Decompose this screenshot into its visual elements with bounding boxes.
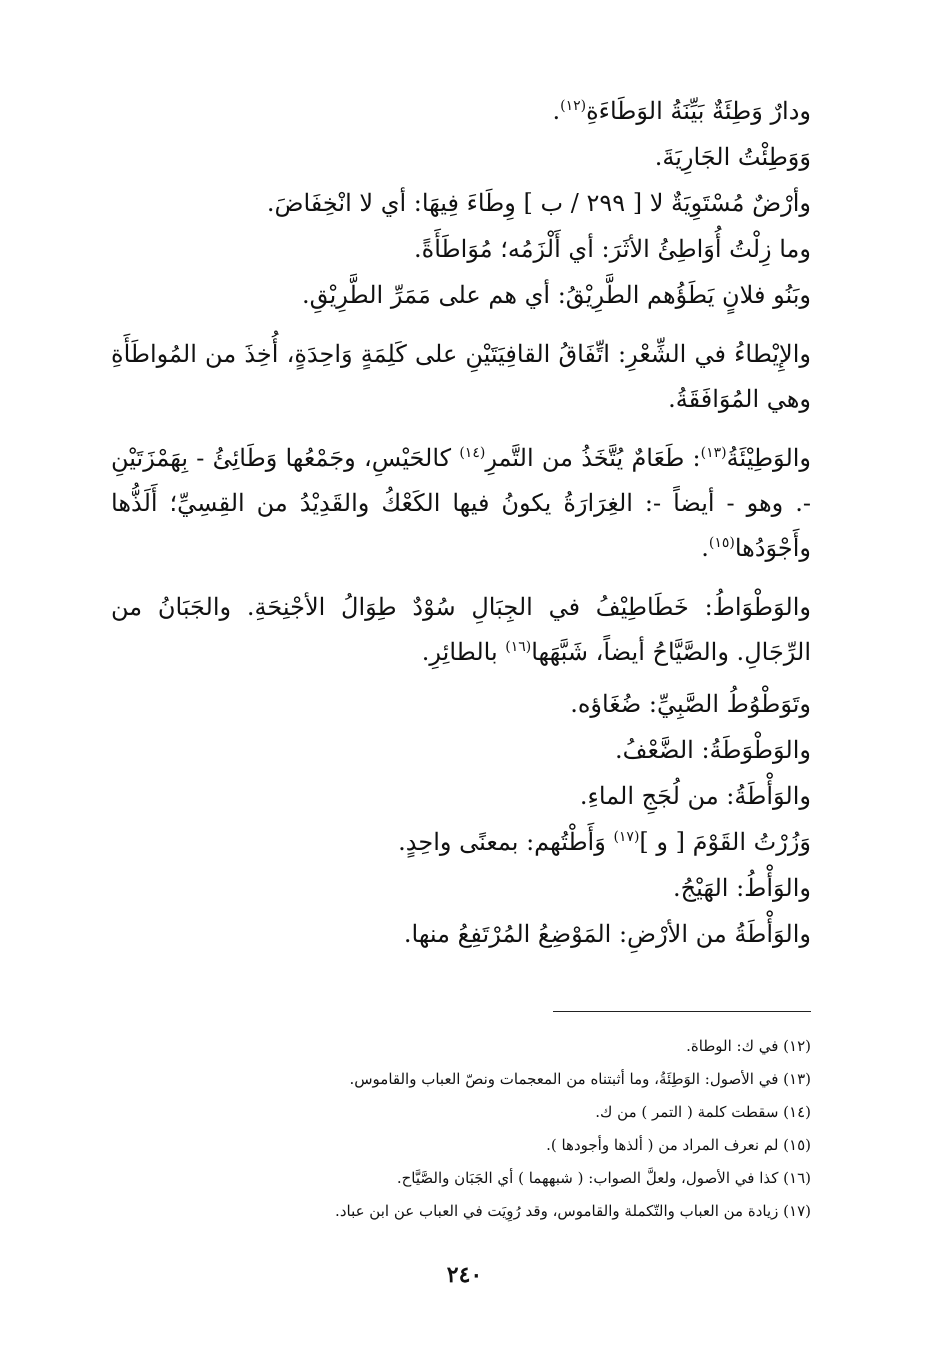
footnote-separator — [553, 1011, 811, 1012]
line-text: وبَنُو فلانٍ يَطَؤُهم الطَّرِيْقُ: أي هم على مَمَرِّ الطَّرِيْقِ. — [301, 281, 811, 309]
main-text — [111, 88, 811, 957]
text-line-11 — [111, 911, 811, 957]
text-line-9 — [111, 819, 811, 865]
line-text: وتَوَطْوُطُ الصَّبِيِّ: ضُغَاؤه. — [570, 690, 811, 718]
paragraph-text: والوَطْوَاطُ: خَطَاطِيْفُ في الجِبَالِ سُوْدٌ طِوَالُ الأجْنِحَةِ. والجَبَانُ من الرِّجَالِ. والصَّيَّاحُ أيضاً، شَبَّهَها — [111, 593, 811, 666]
line-text: والوَطْوَطَةُ: الضَّعْفُ. — [615, 736, 811, 764]
footnote-14: (١٤) سقطت كلمة ( التمر ) من ك. — [595, 1103, 811, 1121]
paragraph-text: بالطائِرِ. — [421, 638, 506, 666]
text-line-10 — [111, 865, 811, 911]
footnote-ref: (١٥) — [708, 535, 735, 551]
paragraph-watiah — [111, 436, 811, 571]
line-text: والوَأْطَةُ: من لُجَجِ الماءِ. — [579, 782, 811, 810]
text-line-3 — [111, 180, 811, 226]
footnote-ref: (١٤) — [459, 445, 486, 461]
text-line-2 — [111, 134, 811, 180]
footnote-ref: (١٢) — [560, 98, 587, 114]
line-text: والوَأْطُ: الهَيْجُ. — [673, 874, 811, 902]
footnote-12: (١٢) في ك: الوطاة. — [686, 1037, 811, 1055]
line-text: وأرْضٌ مُسْتَوِيَةٌ لا [ ٢٩٩ / ب ] وِطَاءَ فِيهَا: أي لا انْخِفَاضَ. — [266, 189, 811, 217]
text-line-8 — [111, 773, 811, 819]
text-line-4 — [111, 226, 811, 272]
footnote-15: (١٥) لم نعرف المراد من ( ألذها وأجودها ). — [546, 1136, 811, 1154]
footnote-ref: (١٦) — [505, 639, 532, 655]
text-line-5 — [111, 272, 811, 318]
page-number: ٢٤٠ — [446, 1262, 483, 1288]
footnote-ref: (١٧) — [613, 829, 640, 845]
paragraph-text: والوَطِيْئَةُ — [726, 444, 812, 472]
footnote-16: (١٦) كذا في الأصول، ولعلَّ الصواب: ( شبههما ) أي الجَبَان والصَّيَّاح. — [396, 1169, 811, 1187]
paragraph-itaa — [111, 332, 811, 422]
paragraph-text: : طَعَامٌ يُتَّخَذُ من التَّمرِ — [485, 444, 701, 472]
line-text: وما زِلْتُ أُوَاطِئُ الأثَرَ: أي أَلْزَمُه؛ مُوَاطَأَةً. — [414, 235, 811, 263]
footnote-17: (١٧) زيادة من العباب والتّكملة والقاموس، وقد رُوِيَت في العباب عن ابن عباد. — [335, 1202, 811, 1220]
line-text: ودارٌ وَطِئَةٌ بَيِّنَةُ الوَطَاءَةِ — [586, 97, 811, 125]
footnote-ref: (١٣) — [700, 445, 727, 461]
text-line-7 — [111, 727, 811, 773]
paragraph-text: والإِيْطاءُ في الشِّعْرِ: اتِّفَاقُ القافِيَتَيْنِ على كَلِمَةٍ وَاحِدَةٍ، أُخِذَ من المُواطَأَةِ وهي المُوَافَقَةُ. — [111, 340, 811, 413]
paragraph-text: كالحَيْسِ، وجَمْعُها وَطَائِئُ - بِهَمْزَتَيْنِ -. وهو - أيضاً -: الغِرَارَةُ يكونُ فيها الكَعْكُ والقَدِيْدُ من القِسِيِّ؛ أَلَذُّها وأَجْوَدُها — [111, 444, 811, 562]
line-tail: . — [552, 97, 561, 125]
line-text: وَوَطِئْتُ الجَارِيَةَ. — [654, 143, 811, 171]
line-tail: وَأَطْتُهم: بمعنًى واحِدٍ. — [398, 828, 614, 856]
paragraph-watwat — [111, 585, 811, 675]
line-text: والوَأْطَةُ من الأرْضِ: المَوْضِعُ المُرْتَفِعُ منها. — [403, 920, 811, 948]
paragraph-text: . — [701, 534, 709, 562]
text-line-1 — [111, 88, 811, 134]
footnote-13: (١٣) في الأصول: الوَطِئَةُ، وما أثبتناه من المعجمات ونصّ العباب والقاموس. — [349, 1070, 811, 1088]
footnotes — [111, 1030, 811, 1228]
text-line-6 — [111, 681, 811, 727]
line-text: وَزُرْتُ القَوْمَ [ و ] — [639, 828, 811, 856]
